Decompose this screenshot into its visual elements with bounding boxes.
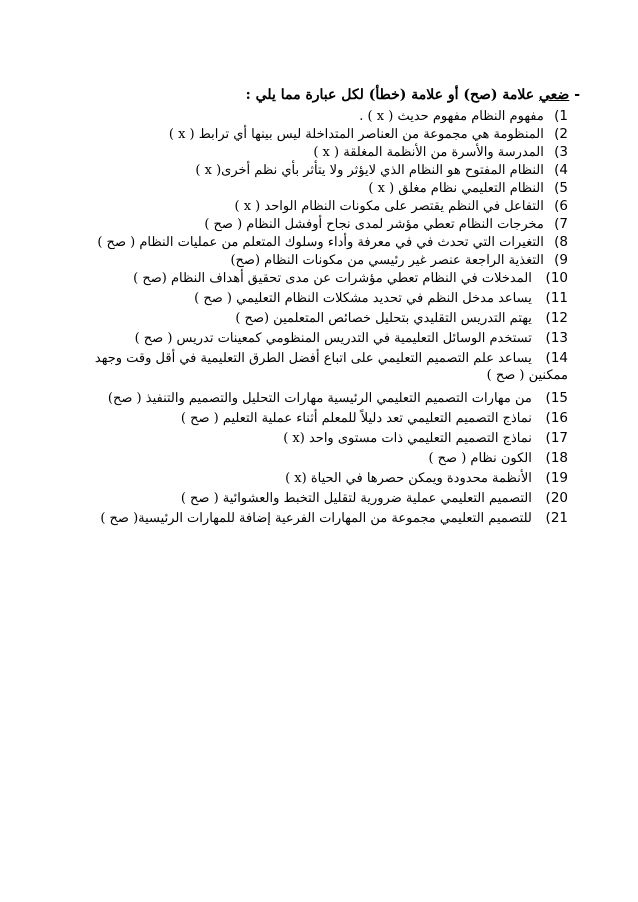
item-number: 19) — [545, 470, 568, 486]
item-number: 9) — [554, 252, 568, 268]
item-number: 7) — [554, 216, 568, 232]
list-item — [100, 510, 568, 527]
list-item — [234, 198, 568, 215]
item-number: 6) — [554, 198, 568, 214]
item-text: من مهارات التصميم التعليمي الرئيسية مهارات التحليل والتصميم والتنفيذ ( صح) — [107, 391, 532, 406]
item-number: 12) — [545, 310, 568, 326]
item-number: 1) — [554, 108, 568, 124]
item-text: المدرسة والأسرة من الأنظمة المغلقة ( x ) — [313, 145, 544, 160]
item-number: 20) — [545, 490, 568, 506]
item-text: الأنظمة محدودة ويمكن حصرها في الحياة (x ) — [285, 471, 532, 486]
item-text: يساعد علم التصميم التعليمي على اتباع أفضل الطرق التعليمية في أقل وقت وجهد — [94, 351, 532, 366]
item-number: 10) — [545, 270, 568, 286]
list-item — [428, 450, 568, 467]
list-item — [313, 144, 568, 161]
list-item — [135, 330, 568, 347]
item-text: التغيرات التي تحدث في في معرفة وأداء وسلوك المتعلم من عمليات النظام ( صح ) — [97, 235, 544, 250]
title-text: علامة (صح) أو علامة (خطأ) لكل عبارة مما يلي : — [245, 87, 535, 103]
item-text: النظام التعليمي نظام مغلق ( x ) — [368, 181, 544, 196]
list-item — [194, 290, 568, 307]
item-text: التغذية الراجعة عنصر غير رئيسي من مكونات النظام (صح) — [230, 253, 544, 268]
item-text: يساعد مدخل النظم في تحديد مشكلات النظام التعليمي ( صح ) — [194, 291, 532, 306]
title-dash: - — [574, 87, 580, 103]
list-item — [368, 180, 568, 197]
item-number: 4) — [554, 162, 568, 178]
item-text: التفاعل في النظم يقتصر على مكونات النظام الواحد ( x ) — [234, 199, 544, 214]
list-item — [97, 234, 568, 251]
item-number: 11) — [545, 290, 568, 306]
item-text: ممكنين ( صح ) — [486, 368, 568, 383]
list-item — [169, 126, 568, 143]
list-item — [285, 470, 568, 487]
item-number: 21) — [545, 510, 568, 526]
title-prefix: ضعي — [539, 87, 570, 103]
list-item — [181, 410, 568, 427]
item-number: 14) — [545, 350, 568, 366]
page-title — [246, 87, 580, 103]
list-item — [181, 490, 568, 507]
item-text: التصميم التعليمي عملية ضرورية لتقليل التخبط والعشوائية ( صح ) — [180, 491, 532, 506]
list-item — [108, 390, 568, 407]
item-text: النظام المفتوح هو النظام الذي لايؤثر ولا يتأثر بأي نظم أخرى( x ) — [195, 163, 544, 178]
item-text: الكون نظام ( صح ) — [428, 451, 532, 466]
item-text: مخرجات النظام تعطي مؤشر لمدى نجاح أوفشل النظام ( صح ) — [204, 217, 544, 232]
item-number: 5) — [554, 180, 568, 196]
item-number: 18) — [545, 450, 568, 466]
item-text: نماذج التصميم التعليمي تعد دليلاً للمعلم أثناء عملية التعليم ( صح ) — [180, 411, 532, 426]
item-text: للتصميم التعليمي مجموعة من المهارات الفرعية إضافة للمهارات الرئيسية( صح ) — [100, 511, 532, 526]
list-item — [133, 270, 568, 287]
list-item — [95, 350, 568, 367]
list-item — [230, 252, 568, 269]
list-item — [195, 162, 568, 179]
item-number: 3) — [554, 144, 568, 160]
item-number: 15) — [545, 390, 568, 406]
item-text: تستخدم الوسائل التعليمية في التدريس المنظومي كمعينات تدريس ( صح ) — [134, 331, 532, 346]
item-text: المدخلات في النظام تعطي مؤشرات عن مدى تحقيق أهداف النظام (صح ) — [133, 271, 532, 286]
item-number: 17) — [545, 430, 568, 446]
item-text: يهتم التدريس التقليدي بتحليل خصائص المتعلمين (صح ) — [235, 311, 532, 326]
item-number: 2) — [554, 126, 568, 142]
list-item — [283, 430, 568, 447]
item-number: 13) — [545, 330, 568, 346]
list-item — [359, 108, 568, 125]
item-text: نماذج التصميم التعليمي ذات مستوى واحد (x ) — [283, 431, 532, 446]
list-item — [235, 310, 568, 327]
item-number: 16) — [545, 410, 568, 426]
item-number: 8) — [554, 234, 568, 250]
item-text: المنظومة هي مجموعة من العناصر المتداخلة ليس بينها أي ترابط ( x ) — [168, 127, 544, 142]
item-text: مفهوم النظام مفهوم حديث ( x ) . — [359, 109, 544, 124]
list-item — [204, 216, 568, 233]
list-item-continuation — [487, 368, 568, 384]
